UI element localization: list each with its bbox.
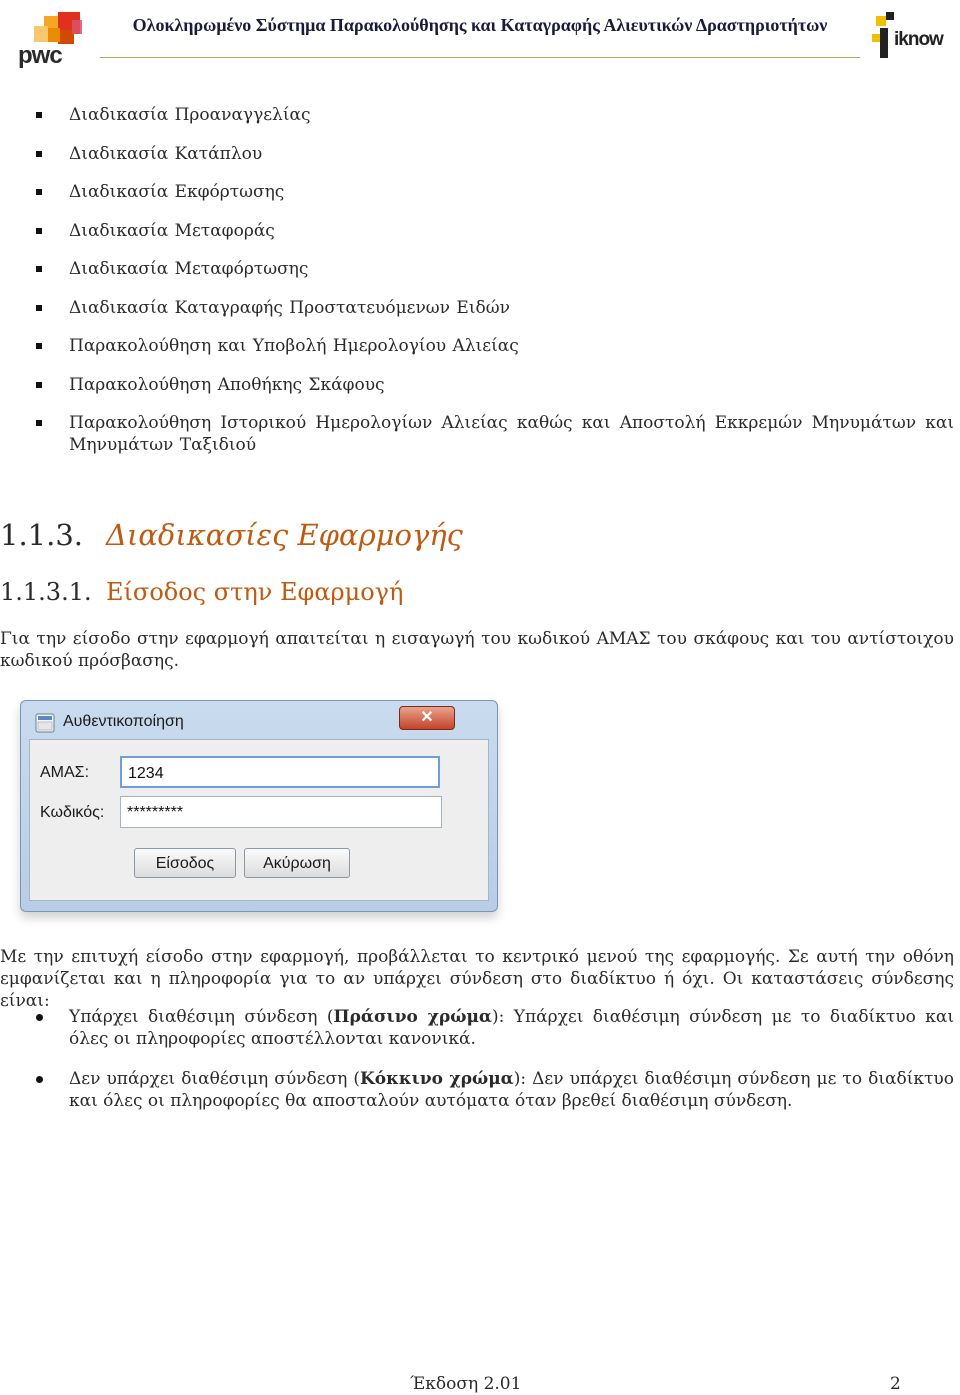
green-status-label: Πράσινο χρώμα (333, 1007, 492, 1027)
square-bullet-icon (36, 151, 42, 157)
subsection-title: Είσοδος στην Εφαρμογή (106, 578, 404, 606)
iknow-logo-text: iknow (894, 29, 943, 50)
login-button[interactable]: Είσοδος (134, 848, 236, 878)
page-number: 2 (890, 1374, 901, 1394)
login-dialog-screenshot (20, 700, 496, 922)
list-item: Παρακολούθηση Αποθήκης Σκάφους (36, 374, 954, 396)
iknow-logo-square (872, 34, 880, 42)
intro-paragraph: Για την είσοδο στην εφαρμογή απαιτείται η εισαγωγή του κωδικού ΑΜΑΣ του σκάφους και του αντίστοιχου κωδικού πρόσβασης. (0, 629, 954, 671)
list-item: Διαδικασία Μεταφόρτωσης (36, 258, 954, 280)
page-header (0, 0, 960, 75)
list-item: Παρακολούθηση Ιστορικού Ημερολογίων Αλιείας καθώς και Αποστολή Εκκρεμών Μηνυμάτων και Μηνυμάτων Ταξιδιού (36, 412, 954, 456)
square-bullet-icon (36, 228, 42, 234)
dialog-body (29, 739, 489, 901)
section-heading (0, 515, 463, 555)
list-item: Διαδικασία Μεταφοράς (36, 220, 954, 242)
subsection-heading (0, 577, 403, 607)
login-dialog (20, 700, 498, 912)
pwc-logo-text: pwc (18, 42, 62, 69)
page-header-title: Ολοκληρωμένο Σύστημα Παρακολούθησης και Καταγραφής Αλιευτικών Δραστηριοτήτων (132, 15, 828, 35)
round-bullet-icon (36, 1014, 43, 1021)
round-bullet-icon (36, 1076, 43, 1083)
section-title: Διαδικασίες Εφαρμογής (106, 518, 463, 552)
square-bullet-icon (36, 382, 42, 388)
iknow-logo-square (886, 12, 894, 20)
cancel-button[interactable]: Ακύρωση (244, 848, 350, 878)
list-item: Διαδικασία Καταγραφής Προστατευόμενων Ειδών (36, 297, 954, 319)
iknow-logo-square (876, 16, 886, 26)
pwc-logo (14, 12, 92, 70)
square-bullet-icon (36, 112, 42, 118)
list-item: Διαδικασία Εκφόρτωσης (36, 181, 954, 203)
password-field[interactable]: ********* (120, 796, 442, 828)
code-label: Κωδικός: (40, 804, 105, 821)
subsection-number: 1.1.3.1. (0, 578, 92, 606)
square-bullet-icon (36, 343, 42, 349)
list-item: Δεν υπάρχει διαθέσιμη σύνδεση (Κόκκινο χρώμα): Δεν υπάρχει διαθέσιμη σύνδεση με το διαδίκτυο και όλες οι πληροφορίες θα αποσταλούν αυτόματα όταν βρεθεί διαθέσιμη σύνδεση. (36, 1068, 954, 1112)
close-button[interactable]: ✕ (399, 706, 455, 730)
list-item: Παρακολούθηση και Υποβολή Ημερολογίου Αλιείας (36, 335, 954, 357)
square-bullet-icon (36, 189, 42, 195)
connection-states-list (36, 1006, 954, 1130)
amas-label: ΑΜΑΣ: (40, 764, 90, 781)
list-item: Διαδικασία Προαναγγελίας (36, 104, 954, 126)
procedures-list (36, 104, 954, 473)
section-number: 1.1.3. (0, 518, 84, 552)
iknow-logo-bar (880, 28, 888, 58)
red-status-label: Κόκκινο χρώμα (360, 1069, 514, 1089)
edition-label: Έκδοση 2.01 (410, 1374, 522, 1394)
list-item: Υπάρχει διαθέσιμη σύνδεση (Πράσινο χρώμα): Υπάρχει διαθέσιμη σύνδεση με το διαδίκτυο και όλες οι πληροφορίες αποστέλλονται κανονικά. (36, 1006, 954, 1050)
dialog-title: Αυθεντικοποίηση (63, 713, 184, 730)
list-item: Διαδικασία Κατάπλου (36, 143, 954, 165)
header-divider (100, 57, 860, 58)
pwc-logo-mark (14, 12, 92, 46)
after-login-paragraph: Με την επιτυχή είσοδο στην εφαρμογή, προβάλλεται το κεντρικό μενού της εφαρμογής. Σε αυτή την οθόνη εμφανίζεται και η πληροφορία για το αν υπάρχει σύνδεση στο διαδίκτυο ή όχι. Οι καταστάσεις σύνδεσης είναι: (0, 947, 954, 1011)
square-bullet-icon (36, 266, 42, 272)
iknow-logo (872, 12, 946, 64)
square-bullet-icon (36, 305, 42, 311)
java-app-icon (35, 713, 55, 733)
square-bullet-icon (36, 420, 42, 426)
amas-field[interactable]: 1234 (120, 756, 440, 788)
